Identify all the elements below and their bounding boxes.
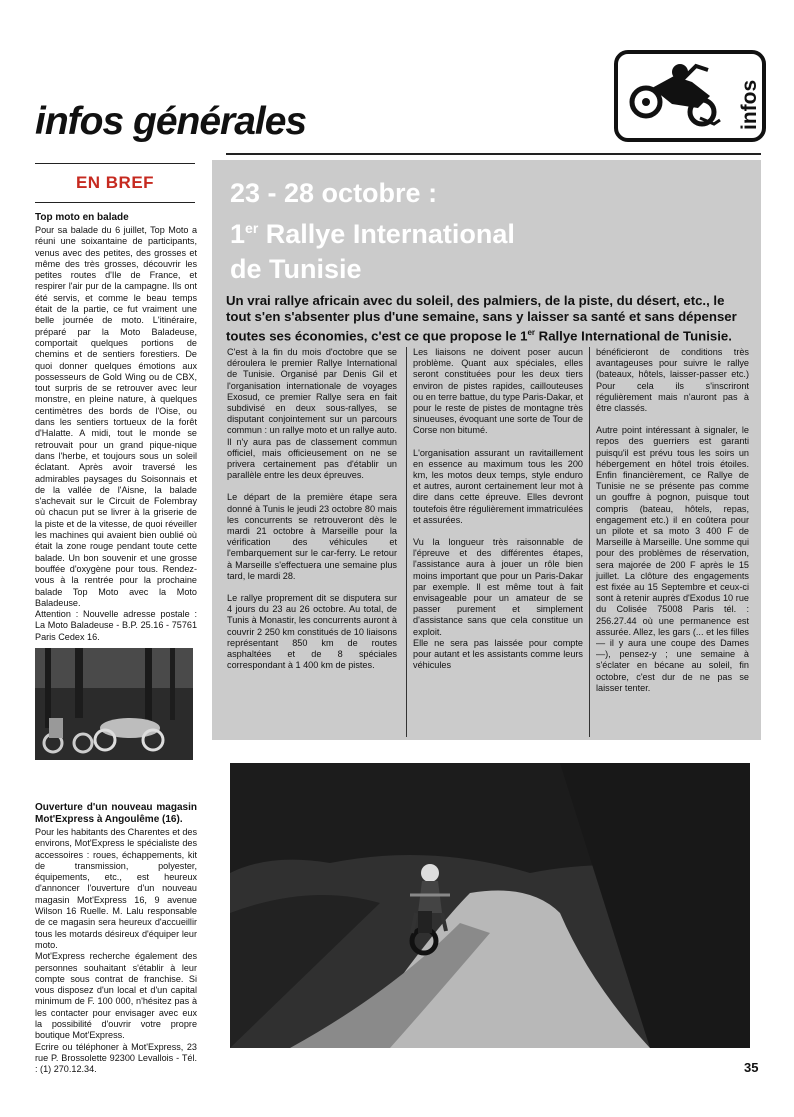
paragraph: Le rallye proprement dit se disputera sur 4 jours du 23 au 26 octobre. Au total, de Tunis à Monastir, les concurrents auront à couvrir 2 250 km constitués de 10 liaisons représentant 850 km de routes asphaltées et de 8 spéciales correspondant à 1 400 km de pistes. bbox=[227, 593, 397, 671]
article-column-1 bbox=[227, 347, 397, 671]
sidebar-heading: EN BREF bbox=[75, 173, 155, 192]
motorcycle-icon bbox=[622, 58, 734, 134]
paragraph: Vu la longueur très raisonnable de l'épreuve et des différentes étapes, l'assistance aura à jouer un rôle bien moins important que pour un Paris-Dakar par exemple. Il est même tout à fait envisageable pour un amateur de se passer purement et simplement d'assistance sans que cela constitue un exploit. bbox=[413, 537, 583, 637]
brief-body: Pour les habitants des Charentes et des environs, Mot'Express le spécialiste des accessoires : roues, échappements, kit de transmission, polyester, équipements, etc., est heureux d'annoncer l'ouverture d'un nouveau magasin Mot'Express 16, 9 avenue Wilson 16 Ruelle. M. Lalu responsable de ce magasin sera heureux d'accueillir tous les motards désireux d'équiper leur moto. bbox=[35, 827, 197, 950]
infos-logo bbox=[614, 50, 766, 142]
paragraph: Autre point intéressant à signaler, le repos des guerriers est garanti puisqu'il est prévu tous les soirs un hébergement en hôtel trois étoiles. Enfin financièrement, ce Rallye de Tunisie ne se présente pas comme un gouffre à pognon, puisque tout compris (bateau, hôtels, repas, engagement etc.) il en coûtera pour un pilote et sa moto 3 400 F de Marseille à Marseille. Une somme qui pour des problèmes de réservation, sera majorée de 200 F après le 15 juillet. La clôture des engagements est fixée au 15 Septembre et ceux-ci sont à retenir auprès d'Exodus 10 rue du Colisée 75008 Paris tél. : 256.27.44 où une permanence est assurée. Allez, les gars (... et les filles — il y aura une coupe des Dames —), pensez-y ; une semaine à s'éclater en bécane au soleil, fin octobre, c'est dur de ne pas se laisser tenter. bbox=[596, 425, 749, 693]
brief-title: Ouverture d'un nouveau magasin Mot'Express à Angoulême (16). bbox=[35, 802, 197, 825]
paragraph: L'organisation assurant un ravitaillement en essence au maximum tous les 200 km, les motos deux temps, style enduro et autres, auront certainement leur mot à dire dans cette épreuve. Elles devront toutefois être régulièrement immatriculées et assurées. bbox=[413, 447, 583, 525]
paragraph: Les liaisons ne doivent poser aucun problème. Quant aux spéciales, elles seront constituées pour les deux tiers environ de pistes rapides, caillouteuses ou en terre battue, du type Paris-Dakar, et pour le reste de pistes de montagne très sinueuses, évoquant une sorte de Tour de Corse non bitumé. bbox=[413, 347, 583, 436]
brief-item-top-moto bbox=[35, 212, 197, 643]
brief-body: Pour sa balade du 6 juillet, Top Moto a réuni une soixantaine de participants, venus avec des petites, des grosses et même des très grosses, découvrir les petites routes d'Ile de France, et respirer l'air pur de la campagne. Ils ont été servis, et comme le beau temps était de la partie, ce fut vraiment une belle journée de moto. L'itinéraire, préparé par la Moto Baladeuse, comportait quelques portions de chemins et de sentiers forestiers. De quoi donner quelques émotions aux possesseurs de Gold Wing ou de CBX, tout surpris de se retrouver avec leur monstre, en pleine nature, à quelques centimètres des bords de l'Oise, ou dans les sentiers tortueux de la forêt d'Halatte. A midi, tout le monde se retrouvait pour un grand pique-nique dans l'herbe, et toujours sous un soleil éclatant. Après avoir traversé les admirables paysages du Soisonnais et de la vallée de l'Aisne, la balade s'achevait sur le Circuit de Folembray où chacun put se livrer à la griserie de la piste et de la vitesse, de quoi réveiller les machines qui avaient bien oublié où était la zone rouge pendant toute cette balade. Un bon souvenir et une grosse bouffée d'oxygène pour tous. Rendez-vous à la rentrée pour la prochaine balade Top Moto avec la Moto Baladeuse. bbox=[35, 225, 197, 608]
section-title: infos générales bbox=[35, 100, 307, 143]
brief-contact: Ecrire ou téléphoner à Mot'Express, 23 rue P. Brossolette 92300 Levallois - Tél. : (1) 270.12.34. bbox=[35, 1041, 197, 1075]
article-column-2 bbox=[413, 347, 583, 671]
brief-item-motexpress bbox=[35, 802, 197, 1076]
column-divider bbox=[589, 347, 590, 737]
desert-rider-photo bbox=[230, 763, 750, 1048]
forest-riders-photo bbox=[35, 648, 193, 760]
brief-address: Attention : Nouvelle adresse postale : La Moto Baladeuse - B.P. 25.16 - 75761 Paris Cedex 16. bbox=[35, 609, 197, 642]
brief-body: Mot'Express recherche également des personnes souhaitant s'établir à leur compte sous contrat de franchise. Si vous disposez d'un local et d'un capital minimum de F. 100 000, n'hésitez pas à les contacter pour envisager avec eux la possibilité d'ouvrir votre propre boutique Mot'Express. bbox=[35, 951, 197, 1041]
paragraph: Elle ne sera pas laissée pour compte pour autant et les assistants comme leurs véhicules bbox=[413, 637, 583, 671]
title-line-2: 1er Rallye International bbox=[230, 219, 515, 249]
paragraph: C'est à la fin du mois d'octobre que se déroulera le premier Rallye International de Tunisie. Organisé par Denis Gil et l'organisation internationale de voyages Exosud, ce premier Rallye sera en fait subdivisé en deux sous-rallyes, se disputant conjointement sur un parcours commun : un rallye moto et un rallye auto. Il n'y aura pas de classement commun officiel, mais officieusement on ne se privera certainement pas d'établir un parallèle entre les deux épreuves. bbox=[227, 347, 397, 481]
page-number: 35 bbox=[744, 1060, 759, 1075]
sidebar-rule-top bbox=[35, 163, 195, 164]
sidebar-photo bbox=[35, 648, 193, 760]
paragraph: Le départ de la première étape sera donné à Tunis le jeudi 23 octobre 80 mais les concurrents se retrouveront dès le mardi 21 octobre à Marseille pour la vérification des véhicules et l'embarquement sur le car-ferry. Le retour à Marseille s'effectuera une semaine plus tard, le mardi 28. bbox=[227, 492, 397, 581]
column-divider bbox=[406, 347, 407, 737]
article-column-3 bbox=[596, 347, 749, 694]
article-title bbox=[230, 176, 750, 287]
sidebar-rule-bottom bbox=[35, 202, 195, 203]
article-lead: Un vrai rallye africain avec du soleil, des palmiers, de la piste, du désert, etc., le tout s'en s'absenter plus d'une semaine, sans y laisser sa santé et sans dépenser toutes ses économies, c'est ce que propose le 1er Rallye International de Tunisie. bbox=[226, 293, 737, 344]
paragraph: bénéficieront de conditions très avantageuses pour suivre le rallye (bateaux, hôtels, laisser-passer etc.) Pour cela ils s'inscriront régulièrement mais n'auront pas à être classés. bbox=[596, 347, 749, 414]
logo-text: infos bbox=[738, 79, 761, 130]
rally-photo bbox=[230, 763, 750, 1048]
header-rule bbox=[226, 153, 761, 155]
title-line-3: de Tunisie bbox=[230, 254, 362, 284]
title-line-1: 23 - 28 octobre : bbox=[230, 178, 438, 208]
logo-word bbox=[736, 60, 761, 132]
brief-title: Top moto en balade bbox=[35, 212, 129, 223]
